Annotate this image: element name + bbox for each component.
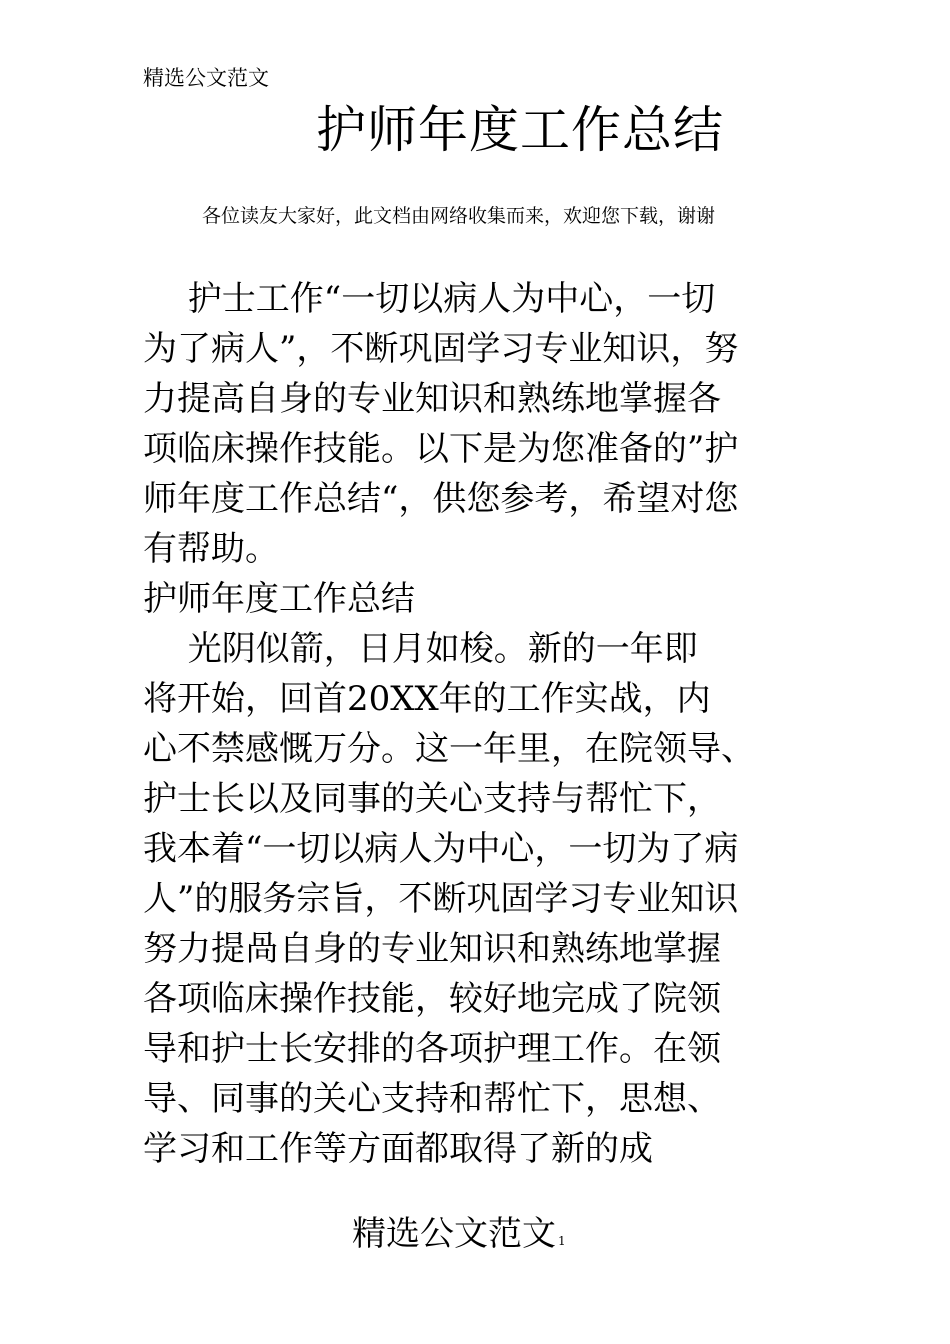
body-line: 心不禁感慨万分。这一年里，在院领导、 xyxy=(143,729,755,769)
page-number: 1 xyxy=(558,1234,566,1248)
body-line: 导、同事的关心支持和帮忙下，思想、 xyxy=(143,1079,721,1119)
body-line: 导和护士长安排的各项护理工作。在领 xyxy=(143,1029,721,1069)
download-notice: 各位读友大家好，此文档由网络收集而来，欢迎您下载，谢谢 xyxy=(202,205,716,227)
document-title: 护师年度工作总结 xyxy=(316,101,724,159)
body-line: 有帮助。 xyxy=(143,529,279,569)
body-line: 力提高自身的专业知识和熟练地掌握各 xyxy=(143,379,721,419)
body-line: 学习和工作等方面都取得了新的成 xyxy=(143,1129,653,1169)
body-line: 项临床操作技能。以下是为您准备的”护 xyxy=(143,429,739,469)
page-header: 精选公文范文 xyxy=(143,66,269,90)
body-text xyxy=(143,274,843,1174)
body-line: 人”的服务宗旨，不断巩固学习专业知识 xyxy=(143,879,739,919)
body-line: 光阴似箭，日月如梭。新的一年即 xyxy=(143,629,698,669)
body-line: 各项临床操作技能，较好地完成了院领 xyxy=(143,979,721,1019)
body-line: 我本着“一切以病人为中心，一切为了病 xyxy=(143,829,739,869)
body-line: 护士工作“一切以病人为中心，一切 xyxy=(143,279,716,319)
body-line: 师年度工作总结“，供您参考，希望对您 xyxy=(143,479,739,519)
footer-label: 精选公文范文 xyxy=(352,1214,556,1254)
page-footer xyxy=(352,1212,566,1263)
body-line: 为了病人”，不断巩固学习专业知识，努 xyxy=(143,329,739,369)
body-line: 将开始，回首20XX年的工作实战，内 xyxy=(143,679,711,719)
body-line: 努力提咼自身的专业知识和熟练地掌握 xyxy=(143,929,721,969)
body-line: 护士长以及同事的关心支持与帮忙下， xyxy=(143,779,721,819)
section-heading: 护师年度工作总结 xyxy=(143,579,415,619)
